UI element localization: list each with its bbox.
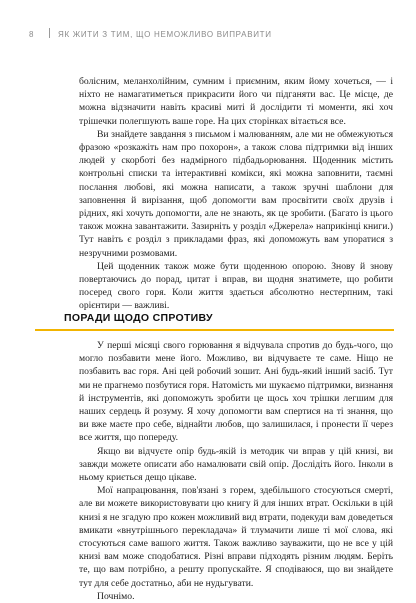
running-header — [29, 28, 272, 39]
header-divider — [49, 28, 50, 38]
section-title: ПОРАДИ ЩОДО СПРОТИВУ — [64, 312, 213, 324]
paragraph: болісним, меланхолійним, сумним і приємним, яким йому хочеться, — і ніхто не намагатиметься прикрасити його чи підганяти вас. Це місце, де можна відзначити навіть красиві миті й дослідити ті моменти, які хоч трішечки полегшують ваше горе. На цих сторінках вітається все. — [79, 76, 393, 127]
page-number: 8 — [29, 30, 35, 39]
paragraph: Ви знайдете завдання з письмом і малюванням, але ми не обмежуються фразою «розкажіть нам про похорон», а також слова підтримки від інших людей у скорботі без надмірного підбадьорювання. Щоденник містить контрольні списки та інтерактивні комікси, які можна заповнити, таємні послання любові, які можна написати, а також зручні шаблони для заповнення й вирізання, щоб допомогти вам просвітити своїх друзів і рідних, які хочуть допомогти, але не знають, як це зробити. (Багато із цього також можна завантажити. Зазирніть у розділ «Джерела» наприкінці книги.) Тут навіть є розділ з прикладами фраз, які допоможуть вам упоратися з незручними розмовами. — [79, 128, 393, 259]
paragraph: Цей щоденник також може бути щоденною опорою. Знову й знову повертаючись до порад, цитат і вправ, ви щодня знатимете, що робити посеред свого горя. Коли життя здається абсолютно нестерпним, такі орієнтири — важливі. — [79, 260, 393, 312]
intro-text-block — [79, 75, 393, 313]
paragraph: Мої напрацювання, пов'язані з горем, здебільшого стосуються смерті, але ви можете використовувати цю книгу й для інших втрат. Оскільки в цій книзі я не згадую про кожен можливий вид втрати, подекуди вам доведеться вмикати «внутрішнього перекладача» й тлумачити лише ті мої слова, які стосуються саме вашого життя. Також важливо зауважити, що не все у цій книзі вам може сподобатися. Різні вправи підходять різним людям. Беріть те, що вам потрібно, а решту пропускайте. Я сподіваюся, що ви знайдете тут для себе достатньо, аби не нудьгувати. — [79, 485, 393, 589]
section-text-block — [79, 339, 393, 603]
paragraph: Почнімо. — [97, 590, 135, 602]
section-heading — [35, 312, 394, 330]
running-title: ЯК ЖИТИ З ТИМ, ЩО НЕМОЖЛИВО ВИПРАВИТИ — [58, 30, 272, 39]
paragraph: Якщо ви відчуєте опір будь-якій із методик чи вправ у цій книзі, ви завжди можете описати або намалювати свій опір. Дослідіть його. Інколи в ньому криється дещо цікаве. — [79, 445, 393, 484]
paragraph: У перші місяці свого горювання я відчувала спротив до будь-чого, що могло позбавити мене його. Можливо, ви відчуваєте те саме. Ніщо не позбавить вас горя. Ані цей робочий зошит. Ані будь-який інший засіб. Тут ми не прагнемо позбутися горя. Натомість ми шукаємо підтримки, визнання й інструментів, які допоможуть зробити це щось хоч трішки легшим для наших сердець й розуму. Я хочу допомогти вам спертися на ті знання, що ви вже маєте про себе, віднайти любов, що залишилася, і пронести її через все життя, що попереду. — [79, 340, 393, 444]
section-underline — [35, 329, 394, 331]
